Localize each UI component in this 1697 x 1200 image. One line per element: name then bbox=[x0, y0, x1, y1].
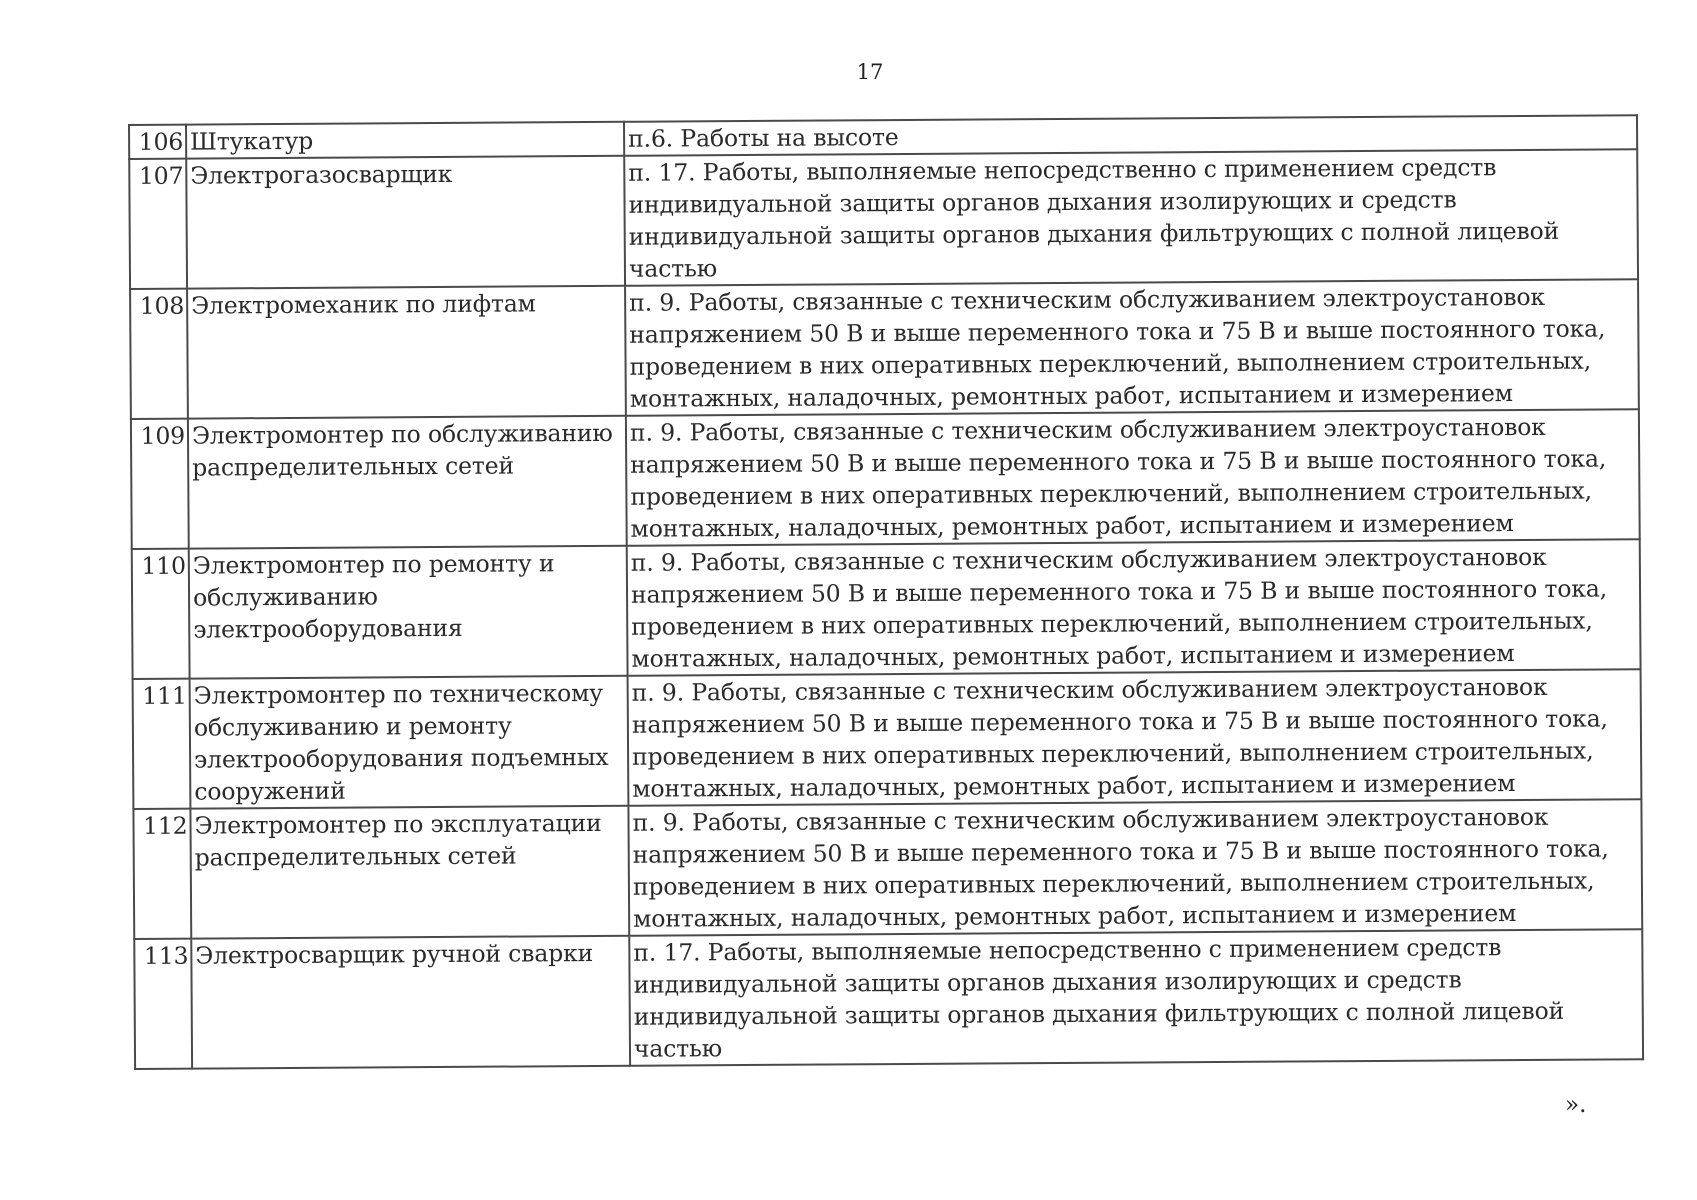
profession-name: Электромонтер по обслуживанию распределительных сетей bbox=[188, 416, 627, 549]
page-number: 17 bbox=[856, 60, 884, 84]
work-description: п. 9. Работы, связанные с техническим обслуживанием электроустановок напряжением 50 В и выше переменного тока и 75 В и выше постоянного тока, проведением в них оперативных переключений, выполнением строительных, монтажных, наладочных, ремонтных работ, испытанием и измерением bbox=[626, 409, 1640, 546]
work-description: п. 9. Работы, связанные с техническим обслуживанием электроустановок напряжением 50 В и выше переменного тока и 75 В и выше постоянного тока, проведением в них оперативных переключений, выполнением строительных, монтажных, наладочных, ремонтных работ, испытанием и измерением bbox=[628, 799, 1642, 936]
professions-table bbox=[128, 114, 1644, 1070]
table-row bbox=[133, 669, 1642, 809]
profession-name: Электромонтер по ремонту и обслуживанию электрооборудования bbox=[189, 546, 628, 679]
work-description: п.6. Работы на высоте bbox=[624, 115, 1637, 156]
profession-name: Электрогазосварщик bbox=[186, 156, 625, 289]
row-number: 107 bbox=[129, 159, 187, 289]
row-number: 112 bbox=[133, 809, 191, 939]
row-number: 108 bbox=[130, 289, 188, 419]
work-description: п. 17. Работы, выполняемые непосредственно с применением средств индивидуальной защиты органов дыхания изолирующих и средств индивидуальной защиты органов дыхания фильтрующих с полной лицевой частью bbox=[624, 149, 1638, 286]
row-number: 109 bbox=[131, 419, 189, 549]
profession-name: Электромонтер по техническому обслуживанию и ремонту электрооборудования подъемных сооружений bbox=[190, 676, 629, 809]
row-number: 110 bbox=[132, 549, 190, 679]
profession-name: Штукатур bbox=[186, 122, 624, 159]
work-description: п. 9. Работы, связанные с техническим обслуживанием электроустановок напряжением 50 В и выше переменного тока и 75 В и выше постоянного тока, проведением в них оперативных переключений, выполнением строительных, монтажных, наладочных, ремонтных работ, испытанием и измерением bbox=[627, 539, 1641, 676]
table-row bbox=[129, 149, 1638, 289]
table-row bbox=[133, 799, 1642, 939]
work-description: п. 17. Работы, выполняемые непосредственно с применением средств индивидуальной защиты органов дыхания изолирующих и средств индивидуальной защиты органов дыхания фильтрующих с полной лицевой частью bbox=[629, 929, 1643, 1066]
work-description: п. 9. Работы, связанные с техническим обслуживанием электроустановок напряжением 50 В и выше переменного тока и 75 В и выше постоянного тока, проведением в них оперативных переключений, выполнением строительных, монтажных, наладочных, ремонтных работ, испытанием и измерением bbox=[628, 669, 1642, 806]
table-row bbox=[131, 409, 1640, 549]
row-number: 113 bbox=[134, 939, 192, 1069]
closing-quote-mark: ». bbox=[1565, 1092, 1587, 1118]
row-number: 111 bbox=[133, 679, 191, 809]
table-row bbox=[132, 539, 1641, 679]
work-description: п. 9. Работы, связанные с техническим обслуживанием электроустановок напряжением 50 В и выше переменного тока и 75 В и выше постоянного тока, проведением в них оперативных переключений, выполнением строительных, монтажных, наладочных, ремонтных работ, испытанием и измерением bbox=[625, 279, 1639, 416]
profession-name: Электромеханик по лифтам bbox=[187, 286, 626, 419]
table-row bbox=[130, 279, 1639, 419]
profession-name: Электросварщик ручной сварки bbox=[191, 936, 630, 1069]
row-number: 106 bbox=[129, 125, 186, 159]
profession-name: Электромонтер по эксплуатации распределительных сетей bbox=[190, 806, 629, 939]
table-row bbox=[134, 929, 1643, 1069]
